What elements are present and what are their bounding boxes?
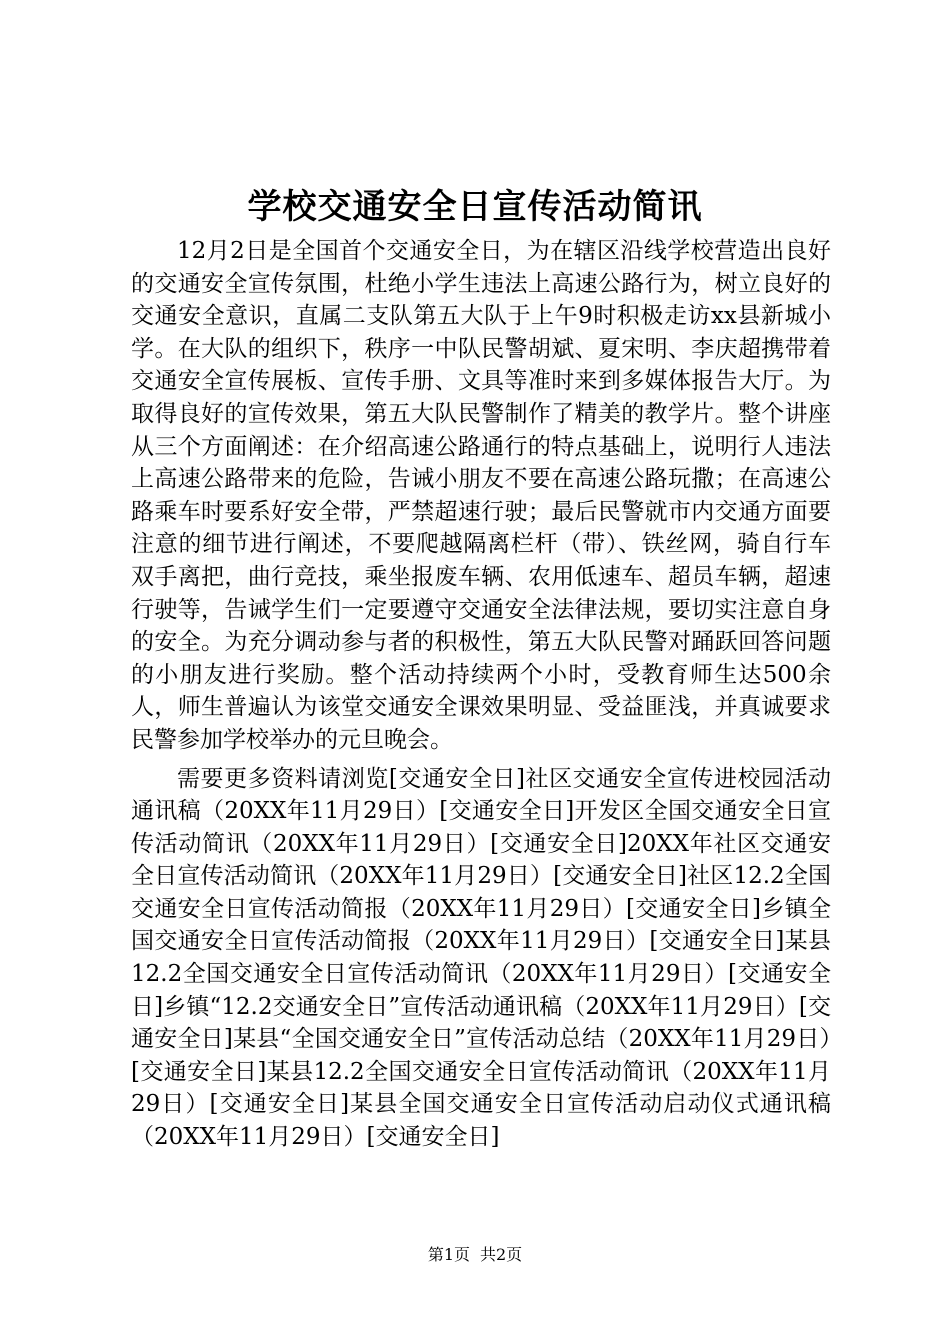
document-body xyxy=(131,235,831,1154)
page-footer xyxy=(0,1243,950,1267)
document-title: 学校交通安全日宣传活动简讯 xyxy=(247,187,703,227)
body-paragraph-related-links: 需要更多资料请浏览[交通安全日]社区交通安全宣传进校园活动通讯稿（20XX年11月29日）[交通安全日]开发区全国交通安全日宣传活动简讯（20XX年11月29日）[交通安全日]20XX年社区交通安全日宣传活动简讯（20XX年11月29日）[交通安全日]社区12.2全国交通安全日宣传活动简报（20XX年11月29日）[交通安全日]乡镇全国交通安全日宣传活动简报（20XX年11月29日）[交通安全日]某县12.2全国交通安全日宣传活动简讯（20XX年11月29日）[交通安全日]乡镇“12.2交通安全日”宣传活动通讯稿（20XX年11月29日）[交通安全日]某县“全国交通安全日”宣传活动总结（20XX年11月29日）[交通安全日]某县12.2全国交通安全日宣传活动简讯（20XX年11月29日）[交通安全日]某县全国交通安全日宣传活动启动仪式通讯稿（20XX年11月29日）[交通安全日] xyxy=(131,765,831,1151)
page-number-total: 共2页 xyxy=(480,1245,523,1264)
body-paragraph-event-report: 12月2日是全国首个交通安全日，为在辖区沿线学校营造出良好的交通安全宣传氛围，杜绝小学生违法上高速公路行为，树立良好的交通安全意识，直属二支队第五大队于上午9时积极走访xx县新城小学。在大队的组织下，秩序一中队民警胡斌、夏宋明、李庆超携带着交通安全宣传展板、宣传手册、文具等准时来到多媒体报告大厅。为取得良好的宣传效果，第五大队民警制作了精美的教学片。整个讲座从三个方面阐述：在介绍高速公路通行的特点基础上，说明行人违法上高速公路带来的危险，告诫小朋友不要在高速公路玩撒；在高速公路乘车时要系好安全带，严禁超速行驶；最后民警就市内交通方面要注意的细节进行阐述，不要爬越隔离栏杆（带）、铁丝网，骑自行车双手离把，曲行竞技，乘坐报废车辆、农用低速车、超员车辆，超速行驶等，告诫学生们一定要遵守交通安全法律法规，要切实注意自身的安全。为充分调动参与者的积极性，第五大队民警对踊跃回答问题的小朋友进行奖励。整个活动持续两个小时，受教育师生达500余人，师生普遍认为该堂交通安全课效果明显、受益匪浅，并真诚要求民警参加学校举办的元旦晚会。 xyxy=(131,238,831,753)
page-number-current: 第1页 xyxy=(427,1245,470,1264)
